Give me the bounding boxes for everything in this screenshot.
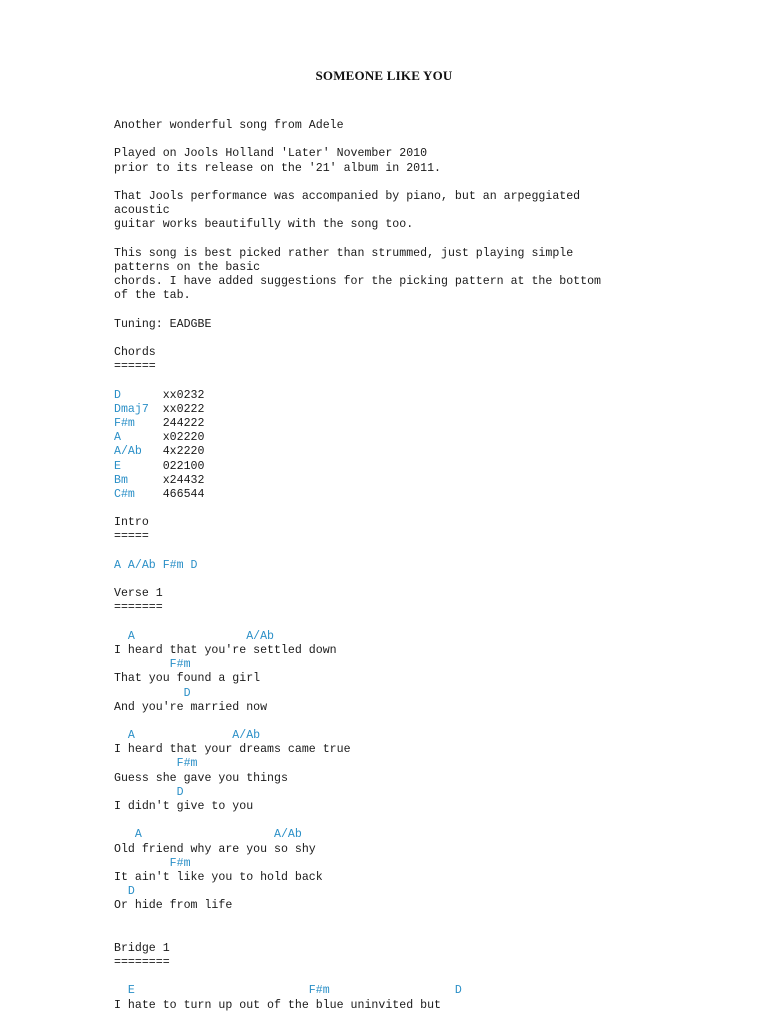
- blank-line: [114, 970, 601, 984]
- text-line: This song is best picked rather than strummed, just playing simple: [114, 246, 574, 260]
- chord-definition: [114, 417, 601, 431]
- blank-line: [114, 374, 601, 388]
- blank-line: [114, 233, 601, 247]
- chord-line: A A/Ab F#m D: [114, 558, 198, 572]
- chord-line: E F#m D: [114, 984, 462, 998]
- text-line: =====: [114, 530, 149, 544]
- chord-shape: 244222: [162, 416, 205, 430]
- text-line: I hate to turn up out of the blue uninvited but: [114, 998, 441, 1012]
- chord-shape: x02220: [162, 431, 205, 445]
- text-line: And you're married now: [114, 700, 268, 714]
- text-line: =======: [114, 601, 163, 615]
- chord-shape: xx0222: [162, 402, 205, 416]
- chord-line: D: [114, 785, 184, 799]
- text-line: patterns on the basic: [114, 260, 261, 274]
- chord-shape: x24432: [162, 473, 205, 487]
- chord-shape: 022100: [162, 459, 205, 473]
- song-title: SOMEONE LIKE YOU: [315, 68, 453, 83]
- chord-line: F#m: [114, 757, 198, 771]
- text-line: prior to its release on the '21' album in 2011.: [114, 161, 441, 175]
- chord-definition: [114, 488, 601, 502]
- blank-line: [114, 133, 601, 147]
- chord-line: A A/Ab: [114, 629, 275, 643]
- chord-shape: xx0232: [162, 388, 205, 402]
- chord-line: F#m: [114, 856, 191, 870]
- text-line: Chords: [114, 346, 156, 359]
- text-line: guitar works beautifully with the song too.: [114, 218, 414, 232]
- chord-name: A/Ab: [114, 445, 163, 459]
- chord-name: F#m: [114, 416, 163, 430]
- blank-line: [114, 928, 601, 942]
- chord-definition: [114, 389, 601, 403]
- text-line: It ain't like you to hold back: [114, 870, 323, 884]
- text-line: Tuning: EADGBE: [114, 317, 212, 331]
- chord-line: D: [114, 885, 135, 899]
- chord-definition: [114, 431, 601, 445]
- chord-shape: 466544: [162, 487, 205, 501]
- text-line: I heard that your dreams came true: [114, 743, 351, 757]
- chord-shape: 4x2220: [162, 445, 205, 459]
- text-line: Guess she gave you things: [114, 771, 288, 785]
- text-line: I didn't give to you: [114, 800, 254, 813]
- tab-body: [114, 119, 601, 1013]
- chord-definition: [114, 403, 601, 417]
- chord-line: A A/Ab: [114, 828, 302, 842]
- blank-line: [114, 616, 601, 630]
- chord-line: A A/Ab: [114, 729, 261, 743]
- text-line: ======: [114, 360, 156, 374]
- blank-line: [114, 914, 601, 928]
- text-line: acoustic: [114, 204, 170, 218]
- text-line: Intro: [114, 516, 149, 530]
- blank-line: [114, 814, 601, 828]
- chord-name: A: [114, 431, 163, 445]
- text-line: Another wonderful song from Adele: [114, 119, 344, 132]
- text-line: Or hide from life: [114, 899, 233, 913]
- blank-line: [114, 176, 601, 190]
- chord-name: Bm: [114, 473, 163, 487]
- chord-name: C#m: [114, 487, 163, 501]
- chord-line: D: [114, 686, 191, 700]
- blank-line: [114, 545, 601, 559]
- blank-line: [114, 573, 601, 587]
- text-line: I heard that you're settled down: [114, 643, 337, 657]
- blank-line: [114, 502, 601, 516]
- chord-definition: [114, 460, 601, 474]
- text-line: That Jools performance was accompanied by piano, but an arpeggiated: [114, 189, 581, 203]
- text-line: That you found a girl: [114, 672, 261, 686]
- text-line: chords. I have added suggestions for the picking pattern at the bottom: [114, 275, 602, 289]
- blank-line: [114, 332, 601, 346]
- blank-line: [114, 715, 601, 729]
- chord-name: Dmaj7: [114, 402, 163, 416]
- blank-line: [114, 303, 601, 317]
- text-line: ========: [114, 956, 170, 970]
- chord-line: F#m: [114, 658, 191, 672]
- text-line: Bridge 1: [114, 941, 170, 955]
- text-line: of the tab.: [114, 289, 191, 303]
- chord-name: D: [114, 388, 163, 402]
- chord-definition: [114, 474, 601, 488]
- text-line: Verse 1: [114, 587, 163, 601]
- text-line: Old friend why are you so shy: [114, 842, 316, 856]
- text-line: Played on Jools Holland 'Later' November 2010: [114, 147, 428, 161]
- chord-definition: [114, 445, 601, 459]
- chord-name: E: [114, 459, 163, 473]
